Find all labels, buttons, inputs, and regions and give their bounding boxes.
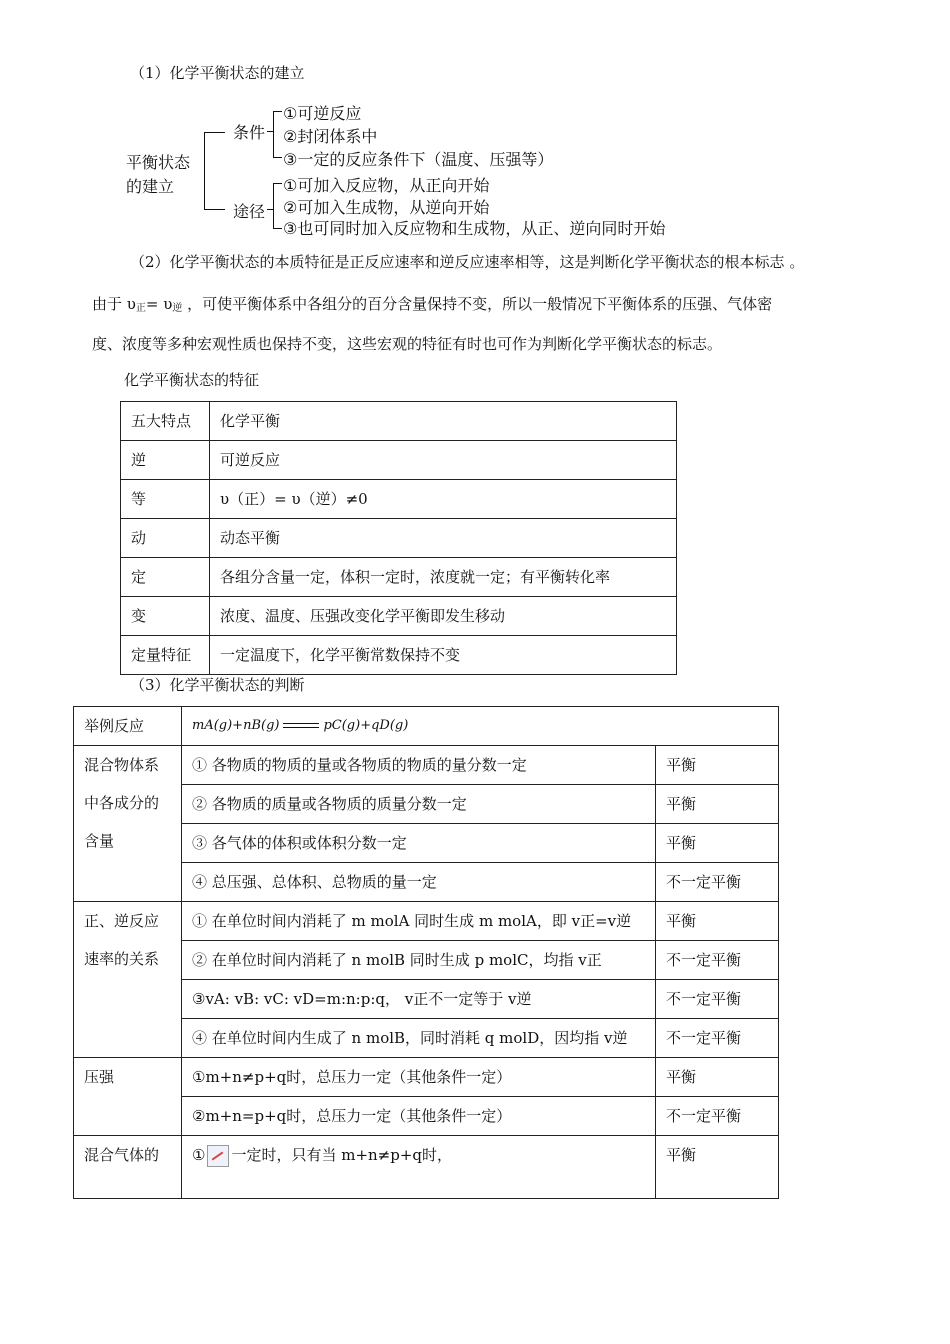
feature-key: 变: [121, 597, 210, 636]
subscript-forward: 正: [135, 303, 146, 314]
feature-value: 各组分含量一定，体积一定时，浓度就一定；有平衡转化率: [210, 558, 677, 597]
table-row: [74, 1058, 779, 1097]
group-head: 混合气体的: [74, 1136, 182, 1199]
feature-value: 化学平衡: [210, 402, 677, 441]
result: 平衡: [656, 785, 779, 824]
result: 不一定平衡: [656, 1019, 779, 1058]
criterion: ④ 在单位时间内生成了 n molB，同时消耗 q molD，因均指 v逆: [182, 1019, 656, 1058]
diagram-paths-bracket: [273, 183, 282, 229]
criterion: ③ 各气体的体积或体积分数一定: [182, 824, 656, 863]
judgment-table: [73, 706, 779, 1199]
table-row: [74, 707, 779, 746]
result: 平衡: [656, 746, 779, 785]
features-table: [120, 401, 677, 675]
reaction-reactants: mA(g)+nB(g): [192, 718, 280, 733]
feature-value: 可逆反应: [210, 441, 677, 480]
result: 平衡: [656, 902, 779, 941]
criterion: ④ 总压强、总体积、总物质的量一定: [182, 863, 656, 902]
feature-key: 五大特点: [121, 402, 210, 441]
table-row: [121, 402, 677, 441]
diagram-condition-3: ③一定的反应条件下（温度、压强等）: [283, 150, 554, 169]
table-row: [74, 902, 779, 941]
feature-value: υ（正）= υ（逆）≠0: [210, 480, 677, 519]
reaction-products: pC(g)+qD(g): [323, 718, 409, 733]
section-1-title: （1）化学平衡状态的建立: [130, 64, 305, 82]
criterion: ② 各物质的质量或各物质的质量分数一定: [182, 785, 656, 824]
result: 平衡: [656, 1058, 779, 1097]
table-row: [121, 636, 677, 675]
diagram-branch-conditions: 条件: [233, 123, 266, 142]
group-head: 正、逆反应速率的关系: [74, 902, 182, 1058]
table-row: [121, 441, 677, 480]
section-2-line-1: （2）化学平衡状态的本质特征是正反应速率和逆反应速率相等，这是判断化学平衡状态的根本标志 。: [130, 253, 805, 271]
result: 平衡: [656, 824, 779, 863]
criterion: [182, 1136, 656, 1199]
group-head: 压强: [74, 1058, 182, 1136]
diagram-root-line1: 平衡状态: [126, 153, 191, 172]
upsilon-forward: 由于 υ: [92, 295, 136, 313]
table-row: [121, 558, 677, 597]
feature-value: 浓度、温度、压强改变化学平衡即发生移动: [210, 597, 677, 636]
feature-key: 定量特征: [121, 636, 210, 675]
section-2-line-3: 度、浓度等多种宏观性质也保持不变，这些宏观的特征有时也可作为判断化学平衡状态的标志。: [92, 335, 723, 353]
equilibrium-arrow-icon: [283, 721, 319, 731]
feature-value: 一定温度下，化学平衡常数保持不变: [210, 636, 677, 675]
diagram-root-line2: 的建立: [126, 177, 175, 196]
diagram-path-3: ③也可同时加入反应物和生成物，从正、逆向同时开始: [283, 219, 666, 238]
section-3-title: （3）化学平衡状态的判断: [130, 676, 305, 694]
criterion: ① 各物质的物质的量或各物质的物质的量分数一定: [182, 746, 656, 785]
diagram-condition-2: ②封闭体系中: [283, 127, 378, 146]
criterion: ① 在单位时间内消耗了 m molA 同时生成 m molA，即 v正=v逆: [182, 902, 656, 941]
criterion: ①m+n≠p+q时，总压力一定（其他条件一定）: [182, 1058, 656, 1097]
result: 不一定平衡: [656, 1097, 779, 1136]
diagram-branch-paths: 途径: [233, 202, 266, 221]
table-row: [121, 597, 677, 636]
feature-key: 等: [121, 480, 210, 519]
criterion: ② 在单位时间内消耗了 n molB 同时生成 p molC，均指 v正: [182, 941, 656, 980]
criterion: ②m+n=p+q时，总压力一定（其他条件一定）: [182, 1097, 656, 1136]
diagram-main-bracket: [204, 132, 225, 210]
table-row: [121, 480, 677, 519]
feature-key: 定: [121, 558, 210, 597]
example-label: 举例反应: [74, 707, 182, 746]
features-title: 化学平衡状态的特征: [124, 371, 260, 389]
group-head: 混合物体系中各成分的含量: [74, 746, 182, 902]
table-row: [74, 1136, 779, 1199]
diagram-path-1: ①可加入反应物，从正向开始: [283, 176, 490, 195]
example-reaction: [182, 707, 779, 746]
broken-image-icon: [207, 1145, 229, 1167]
result: 不一定平衡: [656, 941, 779, 980]
subscript-reverse: 逆: [172, 303, 183, 314]
section-2-line-2-rest: ，可使平衡体系中各组分的百分含量保持不变，所以一般情况下平衡体系的压强、气体密: [182, 295, 773, 313]
feature-key: 逆: [121, 441, 210, 480]
result: 不一定平衡: [656, 863, 779, 902]
diagram-conditions-bracket: [273, 111, 282, 158]
result: 不一定平衡: [656, 980, 779, 1019]
diagram-condition-1: ①可逆反应: [283, 104, 362, 123]
table-row: [121, 519, 677, 558]
feature-key: 动: [121, 519, 210, 558]
result: 平衡: [656, 1136, 779, 1199]
upsilon-reverse: = υ: [145, 295, 173, 313]
criterion: ③vA: vB: vC: vD=m:n:p:q， v正不一定等于 v逆: [182, 980, 656, 1019]
table-row: [74, 746, 779, 785]
criterion-rest: 一定时，只有当 m+n≠p+q时，: [231, 1146, 453, 1164]
feature-value: 动态平衡: [210, 519, 677, 558]
criterion-prefix: ①: [192, 1146, 206, 1164]
section-2-line-2: [92, 293, 772, 314]
diagram-path-2: ②可加入生成物，从逆向开始: [283, 198, 490, 217]
